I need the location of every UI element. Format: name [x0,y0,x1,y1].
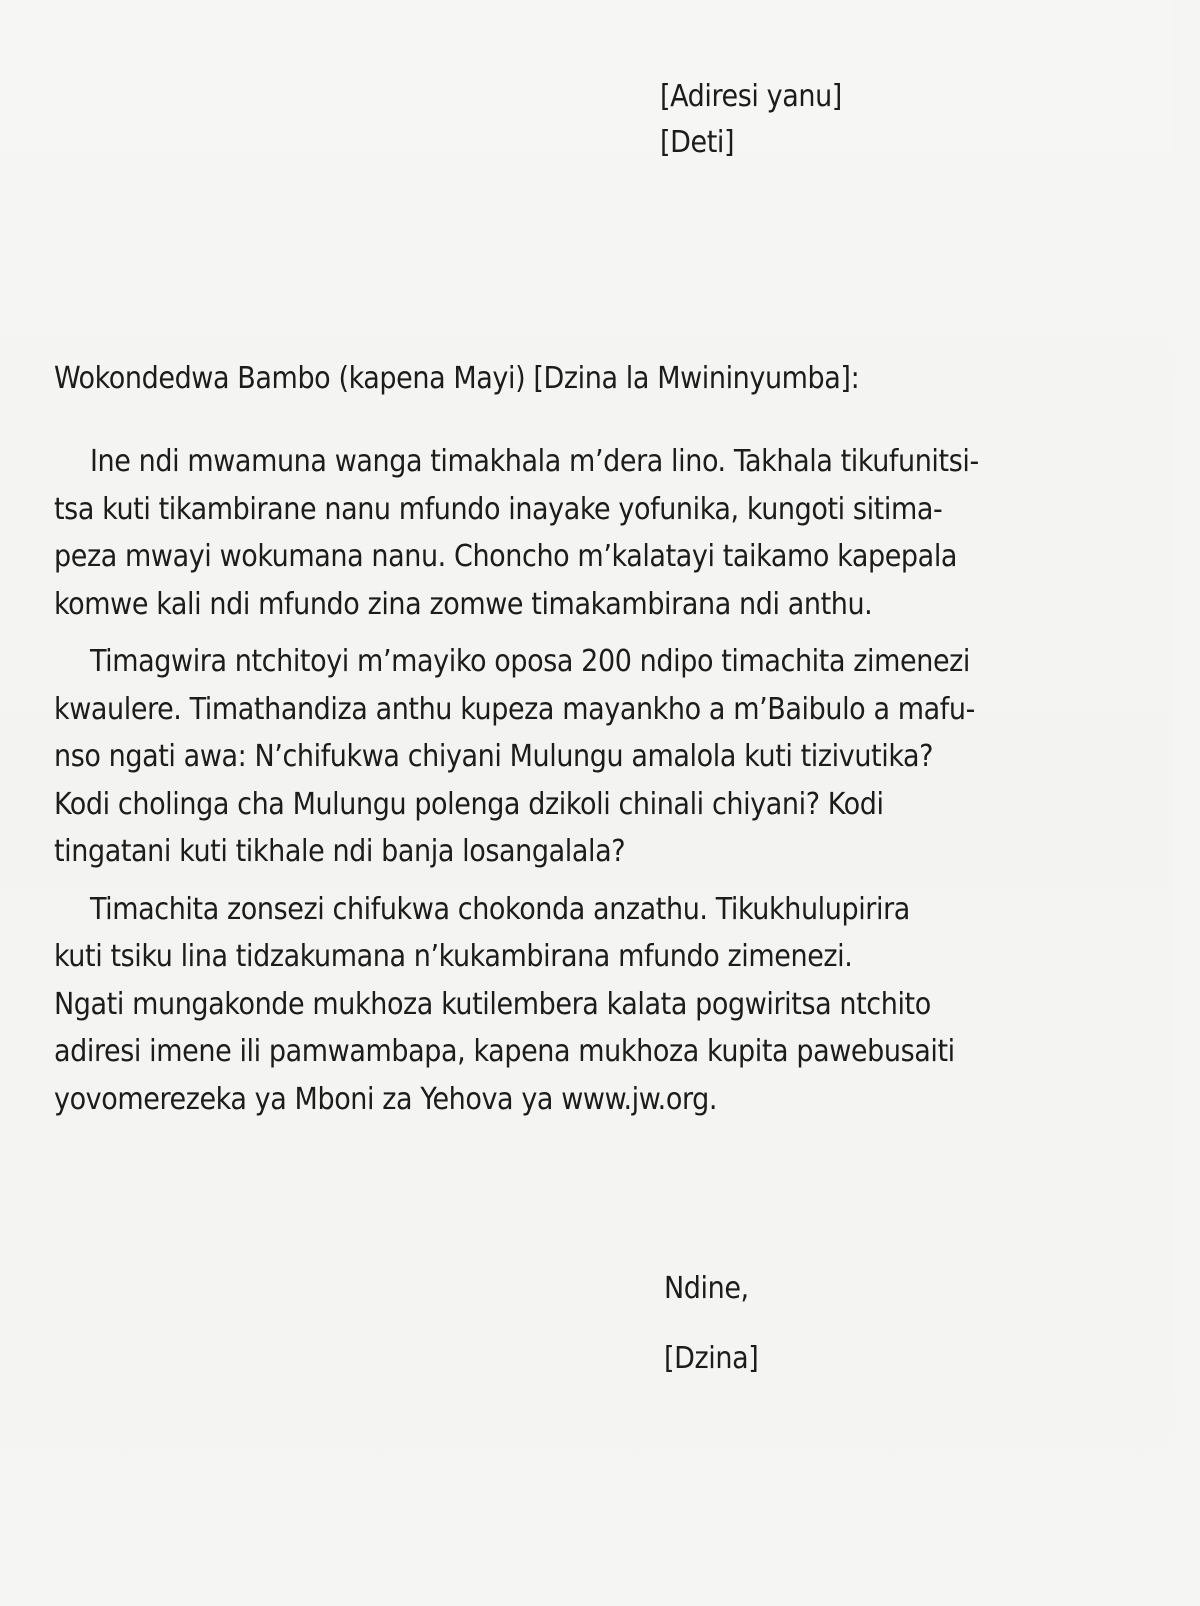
letter-body [54,438,1114,1133]
paragraph-1 [54,438,1114,628]
sender-address-block [660,74,842,166]
paragraph-line: Ine ndi mwamuna wanga timakhala m’dera lino. Takhala tikufunitsi- [90,444,979,479]
paragraph-2 [54,638,1114,876]
paragraph-line: adiresi imene ili pamwambapa, kapena mukhoza kupita pawebusaiti [54,1034,955,1069]
paragraph-line: yovomerezeka ya Mboni za Yehova ya www.jw.org. [54,1081,718,1117]
paragraph-line: kwaulere. Timathandiza anthu kupeza mayankho a m’Baibulo a mafu- [54,691,975,727]
paragraph-line: peza mwayi wokumana nanu. Choncho m’kalatayi taikamo kapepala [54,539,958,574]
paragraph-line: nso ngati awa: N’chifukwa chiyani Mulungu amalola kuti tizivutika? [54,739,934,774]
paragraph-line: Timachita zonsezi chifukwa chokonda anzathu. Tikukhulupirira [90,891,910,927]
paragraph-line: Timagwira ntchitoyi m’mayiko oposa 200 ndipo timachita zimenezi [90,644,971,679]
paragraph-line: komwe kali ndi mfundo zina zomwe timakambirana ndi anthu. [54,586,873,622]
paragraph-line: kuti tsiku lina tidzakumana n’kukambirana mfundo zimenezi. [54,939,853,974]
signature: [Dzina] [664,1341,759,1376]
paragraph-line: tingatani kuti tikhale ndi banja losangalala? [54,834,626,869]
closing: Ndine, [664,1271,749,1306]
paragraph-line: Kodi cholinga cha Mulungu polenga dzikoli chinali chiyani? Kodi [54,786,884,822]
paragraph-line: Ngati mungakonde mukhoza kutilembera kalata pogwiritsa ntchito [54,986,931,1022]
salutation: Wokondedwa Bambo (kapena Mayi) [Dzina la Mwininyumba]: [54,361,860,396]
sender-address: [Adiresi yanu] [660,79,842,114]
paragraph-line: tsa kuti tikambirane nanu mfundo inayake yofunika, kungoti sitima- [54,491,943,527]
letter-date: [Deti] [660,125,735,160]
paragraph-3 [54,886,1114,1124]
